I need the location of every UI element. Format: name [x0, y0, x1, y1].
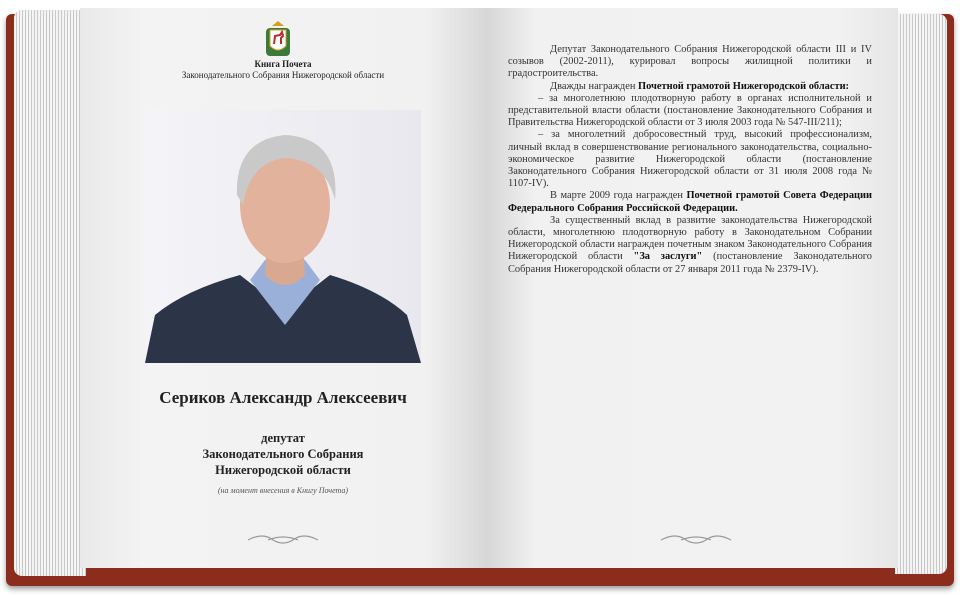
- left-page-stack: [14, 10, 86, 576]
- award-name: Почетной грамотой Совета Федерации Федерального Собрания Российской Федерации.: [508, 190, 872, 214]
- text: За существенный вклад в развитие законодательства Нижегородской области, многолетнюю плодотворную работу в Законодательном Собрании Нижегородской области награжден почетным знаком Законодательного Собрания Нижегородской области: [508, 214, 872, 263]
- book-subtitle: Законодательного Собрания Нижегородской области: [181, 70, 385, 80]
- biography-text: [508, 44, 872, 276]
- right-page-stack: [895, 14, 947, 574]
- text: (постановление Законодательного Собрания Нижегородской области от 27 января 2011 года № 2379-IV).: [508, 251, 872, 275]
- right-page: [486, 8, 898, 568]
- award-name: "За заслуги": [633, 251, 703, 263]
- position-line: депутат: [261, 431, 305, 445]
- ornament-icon: [243, 530, 323, 550]
- text: В марте 2009 года награжден: [550, 190, 687, 202]
- paragraph: [508, 215, 872, 276]
- position-line: Законодательного Собрания: [202, 447, 364, 461]
- paragraph: [508, 190, 872, 214]
- paragraph: – за многолетнюю плодотворную работу в органах исполнительной и представительной власти области (постановление Законодательного Собрания и Правительства Нижегородской области от 3 июля 2003 года № 547-III/211);: [508, 92, 872, 129]
- award-name: Почетной грамотой Нижегородской области:: [638, 80, 850, 92]
- note: (на момент внесения в Книгу Почета): [217, 486, 349, 495]
- coat-of-arms-icon: [263, 20, 293, 58]
- book-title: Книга Почета: [254, 59, 312, 69]
- text: Дважды награжден: [550, 80, 638, 92]
- position-line: Нижегородской области: [215, 463, 351, 477]
- left-page: [80, 8, 486, 568]
- paragraph: – за многолетний добросовестный труд, высокий профессионализм, личный вклад в совершенствование регионального законодательства, социально-экономическое развитие Нижегородской области (постановление Законодательного Собрания Нижегородской области от 31 июля 2008 года № 1107-IV).: [508, 129, 872, 190]
- paragraph: [508, 81, 872, 93]
- ornament-icon: [656, 530, 736, 550]
- paragraph: Депутат Законодательного Собрания Нижегородской области III и IV созывов (2002-2011), курировал вопросы жилищной политики и градостроительства.: [508, 44, 872, 80]
- portrait-photo: [145, 110, 421, 363]
- person-position: [80, 430, 486, 478]
- person-name: Сериков Александр Алексеевич: [159, 388, 407, 407]
